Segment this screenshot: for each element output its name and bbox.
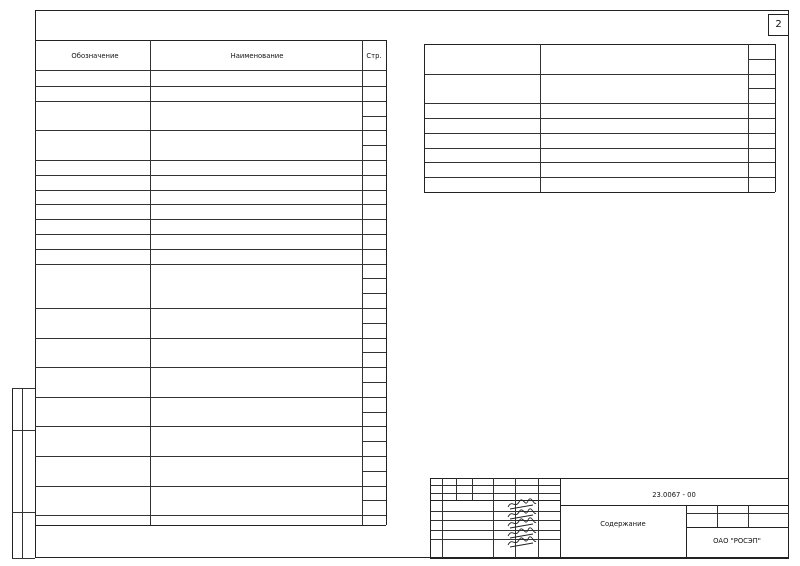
- tb-stage-header-line: [686, 513, 789, 514]
- row-bottom-line: [35, 160, 386, 161]
- tb-row-line: [430, 511, 560, 512]
- row-bottom-line: [35, 204, 386, 205]
- row-bottom-line: [35, 308, 386, 309]
- row-inner-page-line: [362, 441, 386, 442]
- row-bottom-line: [35, 338, 386, 339]
- tb-row-line: [430, 539, 560, 540]
- tb-grid-line: [430, 493, 560, 494]
- sidebar-divider: [12, 388, 35, 389]
- tb-col-line: [456, 478, 457, 500]
- row-inner-page-line: [362, 352, 386, 353]
- row-bottom-line: [424, 133, 775, 134]
- col-divider-right: [386, 40, 387, 525]
- signature-icon: [506, 535, 538, 549]
- doc-title: Содержание: [600, 520, 646, 528]
- row-inner-page-line: [748, 88, 775, 89]
- col-divider-2: [362, 40, 363, 525]
- tb-col-line: [560, 478, 561, 558]
- page-number: 2: [768, 14, 789, 36]
- doc-code: 23.0067 - 00: [652, 491, 696, 499]
- header-page: Стр.: [366, 52, 382, 60]
- row-bottom-line: [424, 103, 775, 104]
- row-bottom-line: [35, 486, 386, 487]
- col-divider-right: [775, 44, 776, 192]
- row-inner-page-line: [362, 382, 386, 383]
- tb-col-line: [472, 478, 473, 500]
- row-inner-page-line: [362, 471, 386, 472]
- tb-bottom-line: [430, 558, 789, 559]
- row-bottom-line: [35, 367, 386, 368]
- tb-code-line: [560, 505, 789, 506]
- table-bottom-line: [35, 525, 386, 526]
- tb-grid-line: [430, 485, 560, 486]
- row-inner-page-line: [362, 278, 386, 279]
- row-bottom-line: [424, 118, 775, 119]
- header-name: Наименование: [230, 52, 284, 60]
- table-top-line: [35, 40, 386, 41]
- sidebar-inner-line: [22, 388, 23, 558]
- row-bottom-line: [35, 219, 386, 220]
- row-inner-page-line: [362, 116, 386, 117]
- row-inner-page-line: [748, 59, 775, 60]
- tb-stage-bottom-line: [686, 527, 789, 528]
- row-inner-page-line: [362, 323, 386, 324]
- tb-top-line: [430, 478, 789, 479]
- tb-row-line: [430, 530, 560, 531]
- row-inner-page-line: [362, 500, 386, 501]
- tb-row-line: [430, 520, 560, 521]
- row-bottom-line: [35, 426, 386, 427]
- tb-col-line: [538, 478, 539, 558]
- tb-stage-col: [748, 505, 749, 527]
- row-inner-page-line: [362, 145, 386, 146]
- tb-stage-col: [717, 505, 718, 527]
- sidebar-outer-line: [12, 388, 13, 558]
- row-bottom-line: [35, 101, 386, 102]
- tb-header-line: [430, 500, 560, 501]
- row-bottom-line: [424, 148, 775, 149]
- table-top-line: [424, 44, 775, 45]
- row-inner-page-line: [362, 293, 386, 294]
- row-bottom-line: [35, 456, 386, 457]
- row-bottom-line: [35, 515, 386, 516]
- row-bottom-line: [35, 234, 386, 235]
- row-bottom-line: [35, 249, 386, 250]
- row-bottom-line: [35, 175, 386, 176]
- blank-row-line: [35, 86, 386, 87]
- sidebar-divider: [12, 558, 35, 559]
- company-name: ОАО "РОСЭП": [713, 537, 761, 545]
- row-bottom-line: [424, 74, 775, 75]
- row-bottom-line: [35, 397, 386, 398]
- col-divider-1: [540, 44, 541, 192]
- row-inner-page-line: [362, 412, 386, 413]
- drawing-frame: [35, 10, 789, 558]
- tb-col-line: [493, 478, 494, 558]
- col-divider-1: [150, 40, 151, 525]
- blank-row-line: [424, 177, 775, 178]
- sidebar-divider: [12, 430, 35, 431]
- tb-col-line: [430, 478, 431, 558]
- tb-col-line: [442, 478, 443, 558]
- header-designation: Обозначение: [71, 52, 119, 60]
- row-bottom-line: [35, 130, 386, 131]
- header-bottom-line: [35, 70, 386, 71]
- sidebar-divider: [12, 512, 35, 513]
- table-bottom-line: [424, 192, 775, 193]
- row-bottom-line: [35, 264, 386, 265]
- blank-row-line: [424, 162, 775, 163]
- col-divider-left: [424, 44, 425, 192]
- row-bottom-line: [35, 190, 386, 191]
- col-divider-2: [748, 44, 749, 192]
